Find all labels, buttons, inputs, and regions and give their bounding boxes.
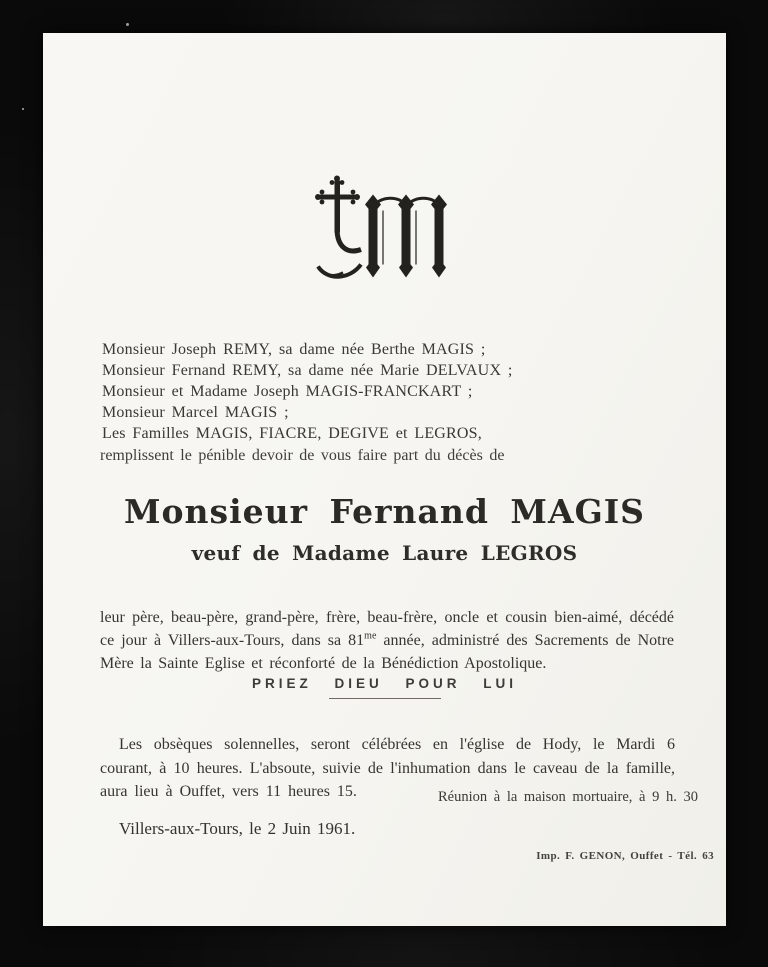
- monogram: [29, 173, 726, 296]
- announcer-line: Les Familles MAGIS, FIACRE, DEGIVE et LEGROS,: [102, 425, 482, 442]
- death-paragraph: [100, 606, 674, 675]
- funeral-announcement-card: [43, 33, 726, 926]
- ordinal-superscript: me: [364, 630, 377, 642]
- intro-line: remplissent le pénible devoir de vous faire part du décès de: [100, 447, 505, 464]
- budded-cross-and-blackletter-m-icon: [303, 173, 453, 291]
- dust-speck: [22, 108, 24, 110]
- deceased-name: Monsieur Fernand MAGIS: [123, 492, 646, 531]
- announcer-line: Monsieur Marcel MAGIS ;: [102, 404, 289, 421]
- announcer-line: Monsieur Fernand REMY, sa dame née Marie DELVAUX ;: [102, 362, 513, 379]
- meeting-line: Réunion à la maison mortuaire, à 9 h. 30: [438, 789, 698, 805]
- place-date-line: Villers-aux-Tours, le 2 Juin 1961.: [119, 819, 356, 838]
- prayer-line: PRIEZ DIEU POUR LUI: [251, 676, 517, 691]
- prayer-underline-rule: [329, 698, 441, 699]
- announcer-line: Monsieur Joseph REMY, sa dame née Berthe MAGIS ;: [102, 341, 486, 358]
- printer-imprint: Imp. F. GENON, Ouffet - Tél. 63: [536, 850, 714, 862]
- widower-line: veuf de Madame Laure LEGROS: [191, 541, 578, 565]
- death-paragraph-text: leur père, beau-père, grand-père, frère, beau-frère, oncle et cousin bien-aimé, décédé ce jour à Villers-aux-Tours, dans sa 81: [100, 609, 674, 649]
- announcers-list: [102, 339, 678, 444]
- death-paragraph-text: année, administré des Sacrements de Notre Mère la Sainte Eglise et réconforté de la Bénédiction Apostolique.: [100, 632, 675, 672]
- dust-speck: [126, 23, 129, 26]
- announcer-line: Monsieur et Madame Joseph MAGIS-FRANCKART ;: [102, 383, 473, 400]
- funeral-paragraph: Les obsèques solennelles, seront célébrées en l'église de Hody, le Mardi 6 courant, à 10 heures. L'absoute, suivie de l'inhumation dans le caveau de la famille, aura lieu à Ouffet, vers 11 heures 15.: [100, 736, 675, 800]
